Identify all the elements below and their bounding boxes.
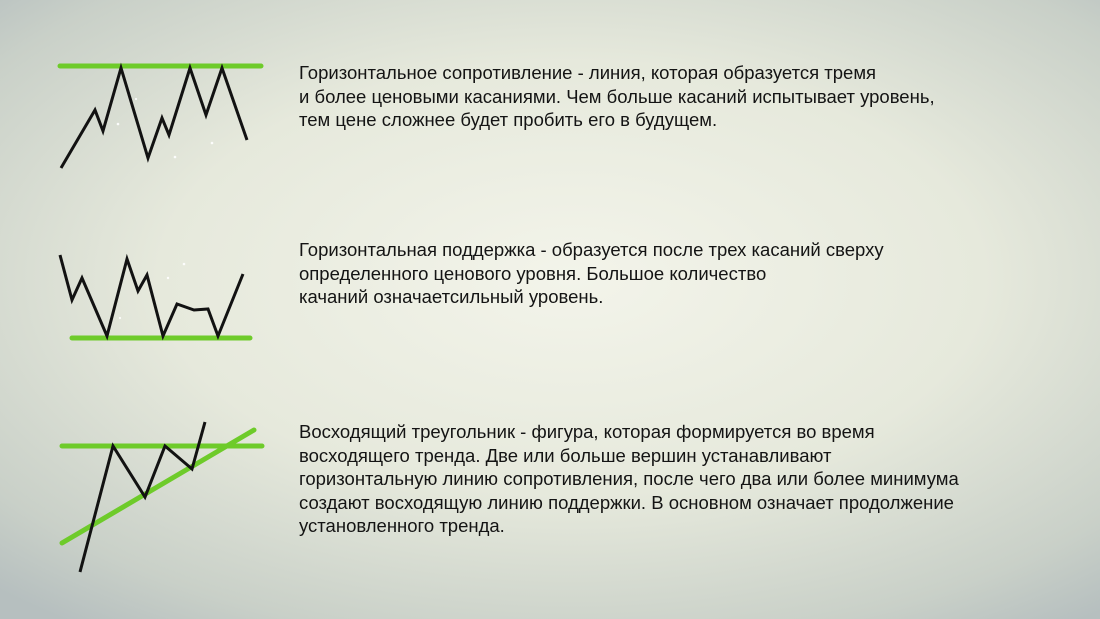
ascending-triangle-diagram bbox=[0, 400, 290, 600]
resistance-diagram bbox=[0, 0, 290, 200]
support-diagram bbox=[0, 200, 290, 360]
text-line: установленного тренда. bbox=[299, 515, 505, 536]
text-line: Восходящий треугольник - фигура, которая формируется во время bbox=[299, 421, 875, 442]
text-line: Горизонтальное сопротивление - линия, которая образуется тремя bbox=[299, 62, 877, 83]
support-description bbox=[299, 238, 884, 309]
resistance-description bbox=[299, 61, 935, 132]
text-line: горизонтальную линию сопротивления, после чего два или более минимума bbox=[299, 468, 959, 489]
text-line: Горизонтальная поддержка - образуется после трех касаний сверху bbox=[299, 239, 884, 260]
text-line: качаний означаетсильный уровень. bbox=[299, 286, 604, 307]
text-line: восходящего тренда. Две или больше вершин устанавливают bbox=[299, 444, 832, 466]
text-line: создают восходящую линию поддержки. В основном означает продолжение bbox=[299, 491, 954, 513]
text-line: и более ценовыми касаниями. Чем больше касаний испытывает уровень, bbox=[299, 85, 935, 107]
resistance-price-line bbox=[61, 68, 247, 168]
support-price-line bbox=[60, 255, 243, 336]
ascending-triangle-description bbox=[299, 420, 959, 538]
text-line: тем цене сложнее будет пробить его в будущем. bbox=[299, 109, 718, 130]
text-line: определенного ценового уровня. Большое количество bbox=[299, 262, 767, 284]
